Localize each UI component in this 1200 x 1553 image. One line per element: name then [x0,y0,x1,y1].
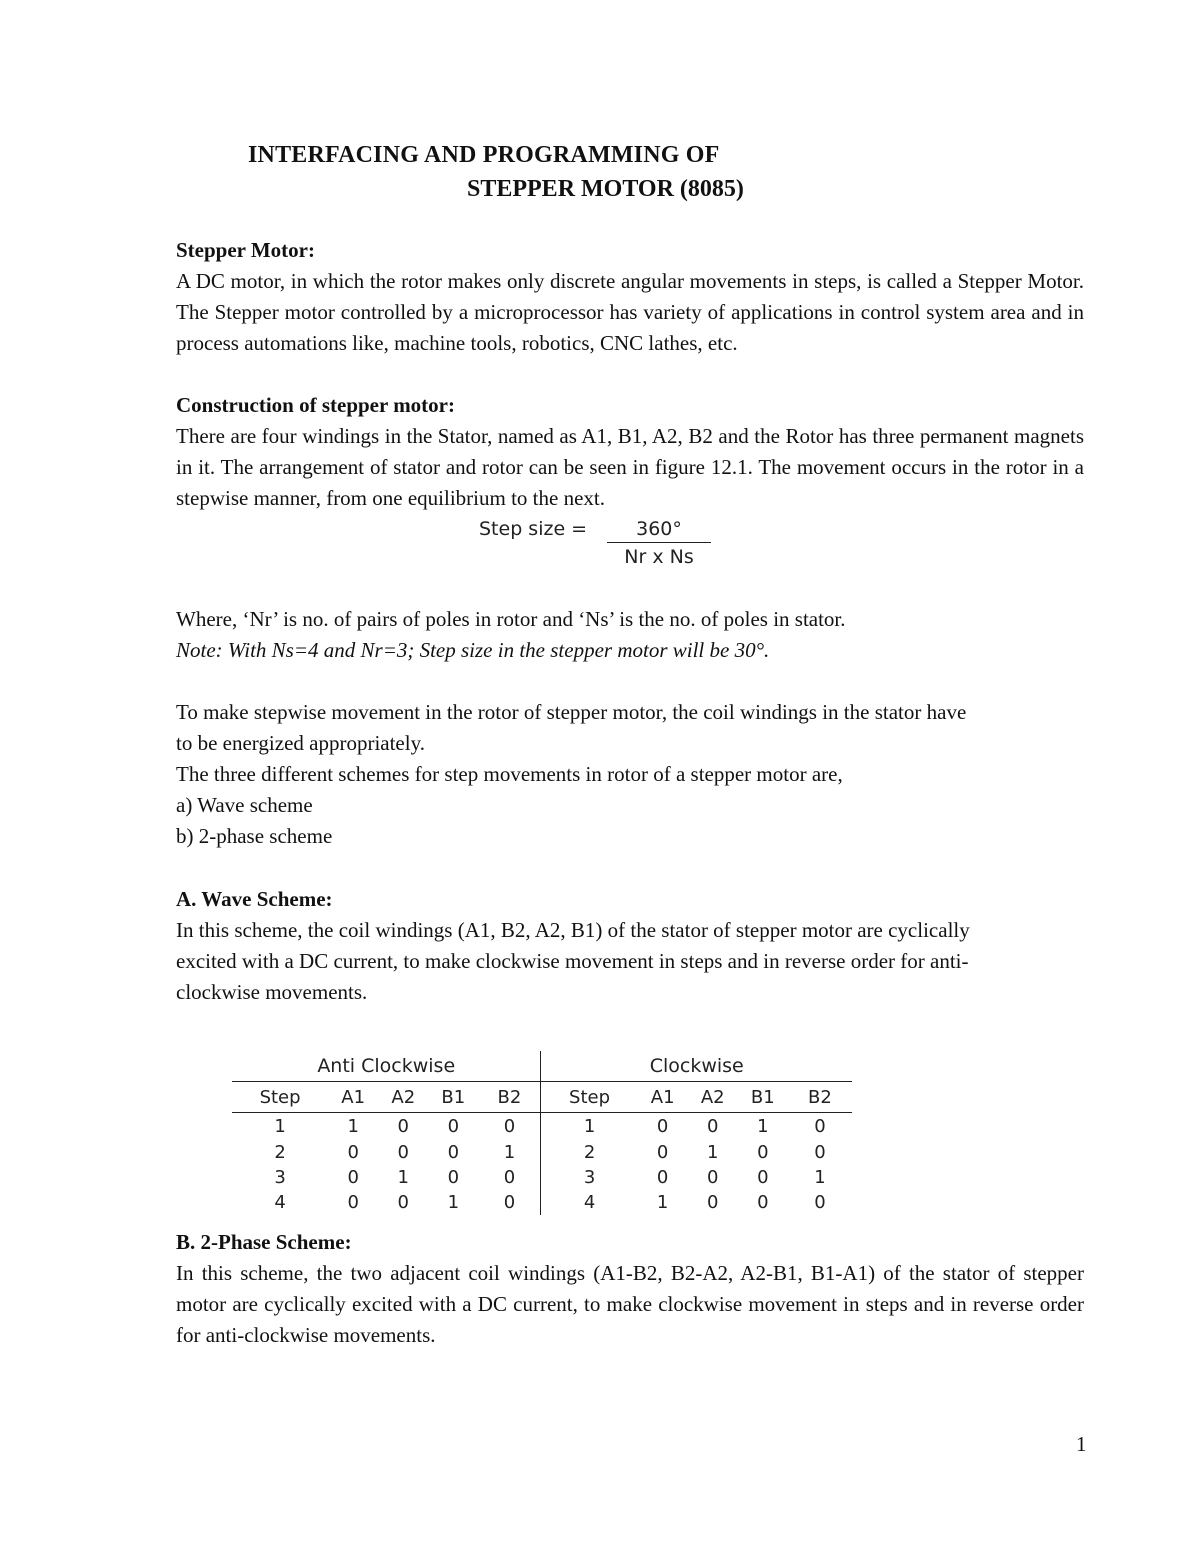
table-cell: 0 [503,1115,516,1137]
two-phase-heading: B. 2-Phase Scheme: [176,1230,352,1254]
where-section [176,604,1084,666]
energize-line-3: The three different schemes for step movements in rotor of a stepper motor are, [176,762,843,786]
wave-scheme-section [176,884,1084,1008]
wave-scheme-line-1: In this scheme, the coil windings (A1, B2, A2, B1) of the stator of stepper motor are cyclically [176,918,970,942]
two-phase-section [176,1227,1084,1351]
stepper-motor-section [176,235,1084,359]
scheme-item-a: a) Wave scheme [176,793,313,817]
column-header: B1 [738,1082,788,1113]
clockwise-header: Clockwise [541,1051,852,1082]
table-cell: 0 [656,1115,669,1137]
table-cell: 0 [447,1141,460,1163]
table-cell: 1 [656,1191,669,1213]
table-cell: 0 [814,1141,826,1163]
column-header: Step [232,1082,328,1113]
page-number: 1 [1076,1432,1087,1456]
formula-denominator: Nr x Ns [624,546,694,568]
column-header: B2 [478,1082,541,1113]
column-header: A1 [638,1082,688,1113]
table-cell: 0 [757,1141,769,1163]
table-cell: 0 [397,1191,409,1213]
table-row [232,1190,852,1215]
column-header: A1 [328,1082,378,1113]
table-cell: 0 [503,1166,516,1188]
formula-lhs: Step size = [479,518,588,540]
table-cell: 0 [757,1191,769,1213]
anti-clockwise-header: Anti Clockwise [232,1051,541,1082]
table-cell: 0 [347,1191,359,1213]
table-cell: 0 [707,1166,719,1188]
table-cell: 1 [814,1166,826,1188]
table-cell: 1 [347,1115,359,1137]
table-row [232,1165,852,1190]
step-sequence-table [232,1051,852,1215]
energize-line-1: To make stepwise movement in the rotor of stepper motor, the coil windings in the stator have [176,700,967,724]
note-text: Note: With Ns=4 and Nr=3; Step size in the stepper motor will be 30°. [176,638,770,662]
table-cell: 2 [541,1140,638,1165]
table-cell: 1 [707,1141,719,1163]
table-cell: 1 [757,1115,769,1137]
title-line-2: STEPPER MOTOR (8085) [467,176,744,202]
table-cell: 0 [347,1166,359,1188]
where-text: Where, ‘Nr’ is no. of pairs of poles in rotor and ‘Ns’ is the no. of poles in stator. [176,607,846,631]
table-cell: 1 [503,1141,516,1163]
formula-numerator: 360° [607,518,711,543]
two-phase-paragraph: In this scheme, the two adjacent coil windings (A1-B2, B2-A2, A2-B1, B1-A1) of the stator of stepper motor are cyclically excited with a DC current, to make clockwise movement in steps and in reverse order for anti-clockwise movements. [176,1261,1084,1347]
construction-heading: Construction of stepper motor: [176,393,455,417]
table-cell: 0 [447,1115,460,1137]
column-header: Step [541,1082,638,1113]
table-cell: 1 [541,1113,638,1140]
table-cell: 3 [274,1166,286,1188]
wave-scheme-line-2: excited with a DC current, to make clockwise movement in steps and in reverse order for anti- [176,949,969,973]
column-header: B2 [788,1082,852,1113]
table-column-header-row [232,1082,852,1113]
stepper-motor-heading: Stepper Motor: [176,238,315,262]
table-cell: 0 [707,1191,719,1213]
energize-line-2: to be energized appropriately. [176,731,425,755]
stepper-motor-paragraph: A DC motor, in which the rotor makes only discrete angular movements in steps, is called a Stepper Motor. The Stepper motor controlled by a microprocessor has variety of applications in control system area and in process automations like, machine tools, robotics, CNC lathes, etc. [176,269,1084,355]
table-cell: 0 [447,1166,460,1188]
table-cell: 0 [397,1115,409,1137]
table-cell: 0 [814,1115,826,1137]
construction-section [176,390,1084,514]
table-row [232,1140,852,1165]
table-cell: 4 [274,1191,286,1213]
table-cell: 0 [707,1115,719,1137]
column-header: A2 [688,1082,738,1113]
table-cell: 1 [397,1166,409,1188]
column-header: B1 [428,1082,478,1113]
column-header: A2 [378,1082,428,1113]
table-cell: 1 [274,1115,286,1137]
table-cell: 0 [397,1141,409,1163]
energize-section [176,697,1084,852]
table-cell: 0 [347,1141,359,1163]
wave-scheme-heading: A. Wave Scheme: [176,887,333,911]
table-cell: 0 [656,1141,669,1163]
table-cell: 2 [274,1141,286,1163]
table-row [232,1113,852,1140]
table-cell: 0 [656,1166,669,1188]
table-cell: 4 [541,1190,638,1215]
table-group-row [232,1051,852,1082]
table-cell: 0 [757,1166,769,1188]
wave-scheme-line-3: clockwise movements. [176,980,368,1004]
table-cell: 0 [814,1191,826,1213]
construction-paragraph: There are four windings in the Stator, named as A1, B1, A2, B2 and the Rotor has three permanent magnets in it. The arrangement of stator and rotor can be seen in figure 12.1. The movement occurs in the rotor in a stepwise manner, from one equilibrium to the next. [176,424,1084,510]
table-cell: 1 [447,1191,460,1213]
table-cell: 3 [541,1165,638,1190]
table-cell: 0 [503,1191,516,1213]
title-line-1: INTERFACING AND PROGRAMMING OF [248,142,720,168]
scheme-item-b: b) 2-phase scheme [176,824,333,848]
